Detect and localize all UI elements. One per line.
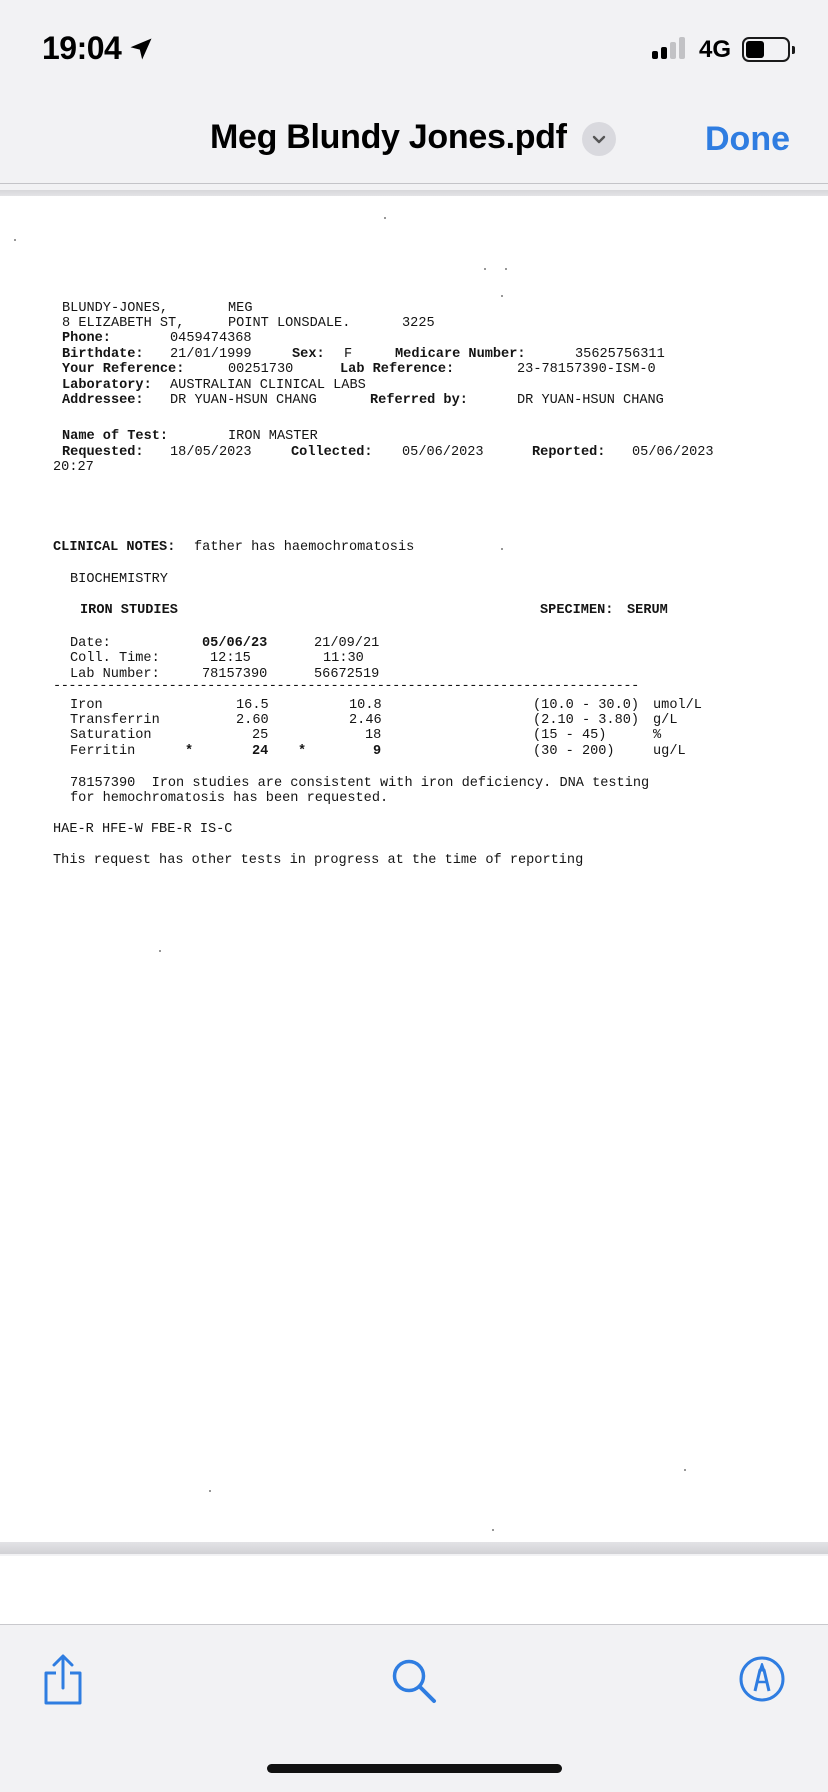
patient-street: 8 ELIZABETH ST, [62, 316, 185, 331]
result-value-1: 24 [252, 744, 269, 759]
search-icon[interactable] [390, 1657, 438, 1705]
lab-reference-label: Lab Reference: [340, 362, 455, 377]
scan-speck [159, 950, 161, 952]
result-name: Saturation [70, 728, 152, 743]
section-heading: BIOCHEMISTRY [70, 572, 168, 587]
addressee-label: Addressee: [62, 393, 144, 408]
result-unit: % [653, 728, 662, 743]
interpretation-comment-line1: 78157390 Iron studies are consistent with iron deficiency. DNA testing [70, 776, 650, 791]
result-name: Transferrin [70, 713, 160, 728]
scan-speck [209, 1490, 211, 1492]
patient-postcode: 3225 [402, 316, 435, 331]
scan-speck [384, 217, 386, 219]
addressee-value: DR YUAN-HSUN CHANG [170, 393, 317, 408]
phone-value: 0459474368 [170, 331, 252, 346]
markup-icon[interactable] [738, 1655, 786, 1703]
referred-by-value: DR YUAN-HSUN CHANG [517, 393, 664, 408]
sex-value: F [344, 347, 353, 362]
status-time-text: 19:04 [42, 30, 122, 66]
result-flag-1: * [185, 744, 194, 759]
specimen-value: SERUM [627, 603, 668, 618]
page-separator [0, 1542, 828, 1554]
laboratory-label: Laboratory: [62, 378, 152, 393]
patient-suburb: POINT LONSDALE. [228, 316, 351, 331]
document-title[interactable]: Meg Blundy Jones.pdf [210, 118, 567, 156]
result-unit: umol/L [653, 698, 702, 713]
battery-icon [742, 37, 790, 62]
reported-label: Reported: [532, 445, 606, 460]
result-name: Ferritin [70, 744, 136, 759]
scan-speck [492, 1529, 494, 1531]
result-value-2: 9 [373, 744, 382, 759]
specimen-label: SPECIMEN: [540, 603, 614, 618]
report-time: 20:27 [53, 460, 94, 475]
next-pdf-page[interactable] [0, 1556, 828, 1624]
collected-value: 05/06/2023 [402, 445, 484, 460]
date-col2: 21/09/21 [314, 636, 380, 651]
test-codes: HAE-R HFE-W FBE-R IS-C [53, 822, 233, 837]
referred-by-label: Referred by: [370, 393, 468, 408]
coll-time-col2: 11:30 [323, 651, 364, 666]
share-icon[interactable] [40, 1653, 86, 1707]
result-range: (15 - 45) [533, 728, 607, 743]
birthdate-label: Birthdate: [62, 347, 144, 362]
clinical-notes-label: CLINICAL NOTES: [53, 540, 176, 555]
birthdate-value: 21/01/1999 [170, 347, 252, 362]
interpretation-comment-line2: for hemochromatosis has been requested. [70, 791, 389, 806]
result-range: (10.0 - 30.0) [533, 698, 640, 713]
subsection-heading: IRON STUDIES [80, 603, 178, 618]
in-progress-note: This request has other tests in progress at the time of reporting [53, 853, 584, 868]
scan-speck [14, 239, 16, 241]
result-range: (2.10 - 3.80) [533, 713, 640, 728]
result-value-1: 16.5 [236, 698, 269, 713]
coll-time-col1: 12:15 [210, 651, 251, 666]
medicare-value: 35625756311 [575, 347, 665, 362]
result-value-2: 2.46 [349, 713, 382, 728]
pdf-page[interactable] [0, 196, 828, 1542]
result-value-2: 10.8 [349, 698, 382, 713]
sex-label: Sex: [292, 347, 325, 362]
test-name-value: IRON MASTER [228, 429, 318, 444]
scan-speck [501, 295, 503, 297]
result-value-2: 18 [365, 728, 382, 743]
network-type: 4G [699, 36, 732, 63]
requested-value: 18/05/2023 [170, 445, 252, 460]
reported-value: 05/06/2023 [632, 445, 714, 460]
done-button[interactable]: Done [705, 120, 790, 158]
scan-speck [505, 268, 507, 270]
date-col1: 05/06/23 [202, 636, 268, 651]
result-unit: ug/L [653, 744, 686, 759]
cellular-signal-icon [652, 37, 685, 59]
result-name: Iron [70, 698, 103, 713]
lab-number-col1: 78157390 [202, 667, 268, 682]
laboratory-value: AUSTRALIAN CLINICAL LABS [170, 378, 366, 393]
lab-number-label: Lab Number: [70, 667, 160, 682]
requested-label: Requested: [62, 445, 144, 460]
test-name-label: Name of Test: [62, 429, 169, 444]
lab-number-col2: 56672519 [314, 667, 380, 682]
lab-reference-value: 23-78157390-ISM-0 [517, 362, 656, 377]
medicare-label: Medicare Number: [395, 347, 526, 362]
date-label: Date: [70, 636, 111, 651]
home-indicator[interactable] [267, 1764, 562, 1773]
result-flag-2: * [298, 744, 307, 759]
collected-label: Collected: [291, 445, 373, 460]
title-menu-button[interactable] [582, 122, 616, 156]
result-range: (30 - 200) [533, 744, 615, 759]
result-unit: g/L [653, 713, 678, 728]
result-value-1: 2.60 [236, 713, 269, 728]
result-value-1: 25 [252, 728, 269, 743]
patient-name-surname: BLUNDY-JONES, [62, 301, 169, 316]
clinical-notes-text: father has haemochromatosis [194, 540, 415, 555]
navigation-bar [0, 100, 828, 184]
phone-label: Phone: [62, 331, 111, 346]
coll-time-label: Coll. Time: [70, 651, 160, 666]
patient-given-name: MEG [228, 301, 253, 316]
scan-speck [501, 548, 503, 550]
results-divider: ---------------------------------------------------------------------------- [53, 679, 639, 694]
your-reference-label: Your Reference: [62, 362, 185, 377]
chevron-down-icon [590, 130, 608, 148]
your-reference-value: 00251730 [228, 362, 294, 377]
nav-divider [0, 183, 828, 184]
scan-speck [484, 268, 486, 270]
location-arrow-icon [127, 35, 155, 63]
status-time [42, 30, 155, 67]
status-bar [0, 0, 828, 100]
scan-speck [684, 1469, 686, 1471]
